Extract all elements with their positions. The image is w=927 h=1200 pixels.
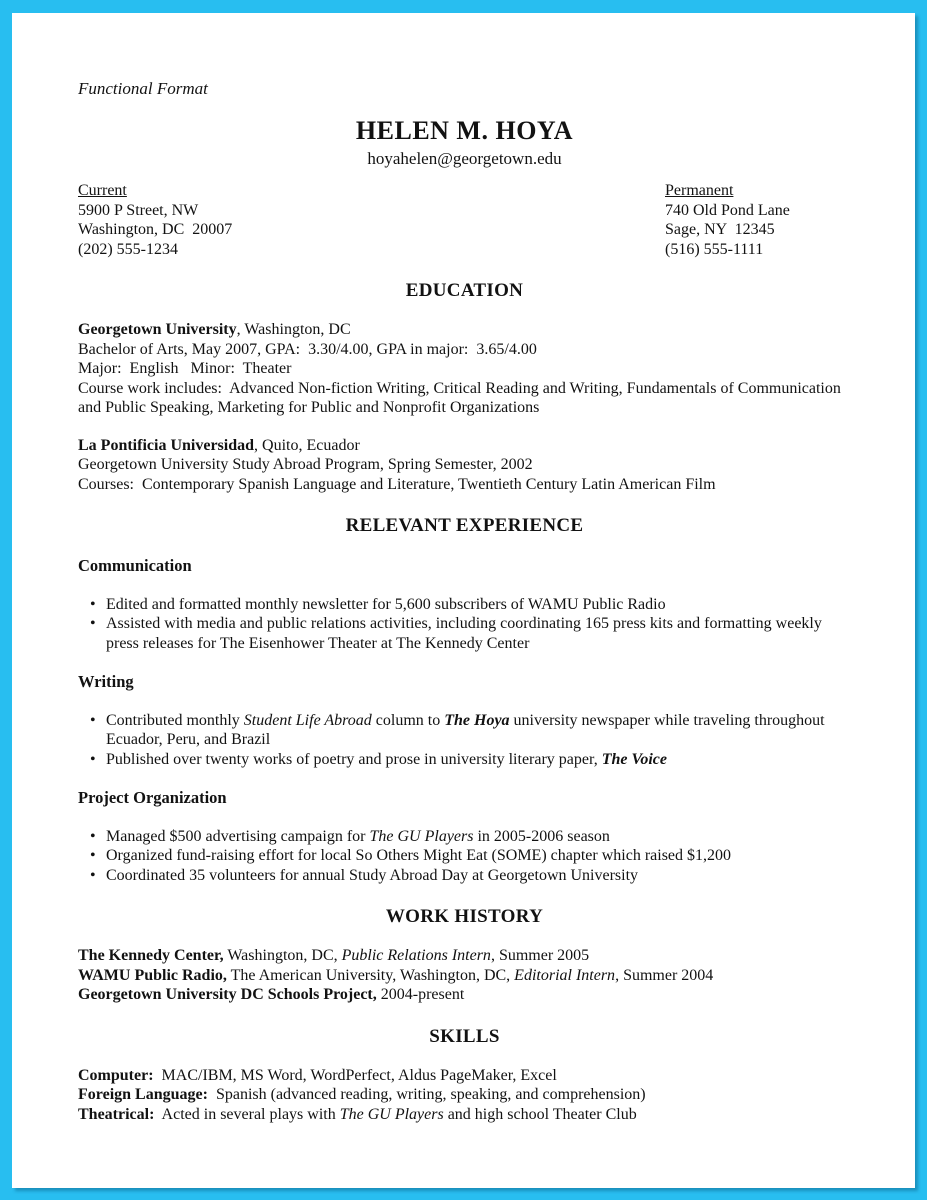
bullet-list — [90, 711, 851, 770]
education-school-georgetown — [78, 320, 851, 418]
bullet-list — [90, 827, 851, 886]
experience-group-communication — [78, 556, 851, 653]
contact-current — [78, 181, 232, 259]
skills-entry: Theatrical: Acted in several plays with The GU Players and high school Theater Club — [78, 1105, 637, 1123]
candidate-email: hoyahelen@georgetown.edu — [367, 148, 562, 168]
contact-permanent-street: 740 Old Pond Lane — [665, 201, 790, 219]
contact-current-phone: (202) 555-1234 — [78, 240, 178, 258]
bullet-item: • Edited and formatted monthly newsletter for 5,600 subscribers of WAMU Public Radio — [90, 595, 851, 615]
bullet-item: • Managed $500 advertising campaign for The GU Players in 2005-2006 season — [90, 827, 851, 847]
school-line: Courses: Contemporary Spanish Language and Literature, Twentieth Century Latin American Film — [78, 475, 716, 493]
education-heading: EDUCATION — [405, 280, 524, 301]
contact-current-street: 5900 P Street, NW — [78, 201, 199, 219]
contact-block — [78, 181, 851, 259]
bullet-item: • Organized fund-raising effort for local So Others Might Eat (SOME) chapter which raised $1,200 — [90, 846, 851, 866]
skills-entries — [78, 1066, 851, 1125]
skills-entry: Computer: MAC/IBM, MS Word, WordPerfect, Aldus PageMaker, Excel — [78, 1066, 557, 1084]
school-line: Georgetown University Study Abroad Program, Spring Semester, 2002 — [78, 456, 533, 473]
contact-permanent-city: Sage, NY 12345 — [665, 221, 775, 238]
education-school-pontificia — [78, 436, 851, 495]
work-history-entry: The Kennedy Center, Washington, DC, Public Relations Intern, Summer 2005 — [78, 947, 590, 964]
bullet-list — [90, 595, 851, 654]
skills-entry: Foreign Language: Spanish (advanced reading, writing, speaking, and comprehension) — [78, 1086, 646, 1103]
experience-group-project-organization — [78, 788, 851, 885]
school-title: La Pontificia Universidad, Quito, Ecuador — [78, 436, 360, 454]
contact-current-city: Washington, DC 20007 — [78, 221, 233, 238]
work-history-entries — [78, 946, 851, 1005]
format-label: Functional Format — [78, 79, 208, 98]
group-title: Communication — [78, 556, 192, 575]
contact-permanent-title: Permanent — [665, 182, 734, 199]
group-title: Writing — [78, 672, 134, 691]
skills-heading: SKILLS — [429, 1025, 500, 1047]
school-line: Course work includes: Advanced Non-fiction Writing, Critical Reading and Writing, Fundamentals of Communication and Public Speaking, Marketing for Public and Nonprofit Organizations — [78, 379, 845, 416]
school-title: Georgetown University, Washington, DC — [78, 321, 351, 338]
bullet-item: • Assisted with media and public relations activities, including coordinating 165 press kits and formatting weekly press releases for The Eisenhower Theater at The Kennedy Center — [90, 614, 851, 653]
contact-current-title: Current — [78, 182, 127, 199]
work-history-entry: Georgetown University DC Schools Project, 2004-present — [78, 986, 465, 1003]
bullet-item: • Contributed monthly Student Life Abroad column to The Hoya university newspaper while traveling throughout Ecuador, Peru, and Brazil — [90, 711, 851, 750]
contact-permanent-phone: (516) 555-1111 — [665, 240, 764, 258]
bullet-item: • Coordinated 35 volunteers for annual Study Abroad Day at Georgetown University — [90, 866, 851, 886]
contact-permanent — [665, 181, 851, 259]
bullet-item: • Published over twenty works of poetry and prose in university literary paper, The Voice — [90, 750, 851, 770]
school-line: Major: English Minor: Theater — [78, 360, 292, 377]
work-history-heading: WORK HISTORY — [385, 906, 544, 927]
relevant-experience-heading: RELEVANT EXPERIENCE — [345, 515, 584, 536]
resume-page — [12, 13, 915, 1188]
experience-group-writing — [78, 672, 851, 769]
candidate-name: HELEN M. HOYA — [355, 115, 574, 145]
work-history-entry: WAMU Public Radio, The American University, Washington, DC, Editorial Intern, Summer 2004 — [78, 966, 714, 984]
school-line: Bachelor of Arts, May 2007, GPA: 3.30/4.00, GPA in major: 3.65/4.00 — [78, 340, 537, 358]
group-title: Project Organization — [78, 788, 227, 807]
